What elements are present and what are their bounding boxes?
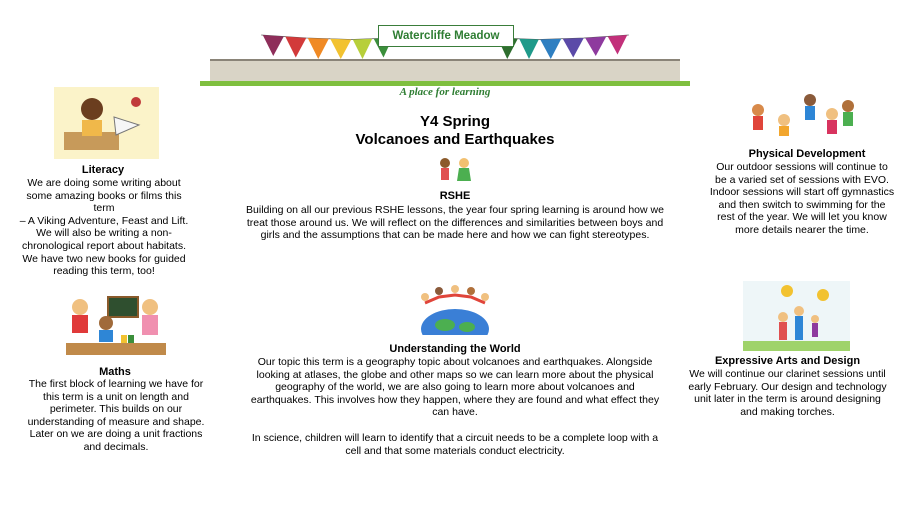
physical-line: rest of the year. We will let you know <box>717 211 887 224</box>
school-building <box>210 59 680 83</box>
literacy-line: some amazing books or films this term <box>26 189 182 215</box>
maths-line: understanding of measure and shape. <box>27 415 205 428</box>
world-line: earthquakes. This involves how they happen, where they are found and what effect they <box>250 393 660 406</box>
literacy-line: We will also be writing a non- <box>36 227 172 240</box>
literacy-line: We have two new books for guided <box>22 252 186 265</box>
maths-line: The first block of learning we have for <box>28 378 204 390</box>
family-drawing-image <box>743 281 850 351</box>
physical-line: and then switch to swimming for the <box>718 198 886 211</box>
literacy-line: We are doing some writing about <box>27 177 181 189</box>
arts-line: unit later in the term is around designing <box>694 393 881 406</box>
arts-body <box>680 368 895 418</box>
maths-heading: Maths <box>99 366 131 378</box>
world-body <box>235 356 675 419</box>
rshe-children-image <box>433 156 477 188</box>
school-banner <box>200 15 690 105</box>
arts-line: early February. Our design and technology <box>688 380 887 393</box>
physical-line: be a varied set of sessions with EVO. <box>715 173 889 186</box>
rshe-line: treat those around us. We will reflect on the differences and similarities between boys and <box>246 216 664 229</box>
literacy-line: reading this term, too! <box>53 265 155 278</box>
physical-body <box>698 161 906 237</box>
physical-heading: Physical Development <box>748 148 866 160</box>
literacy-line: chronological report about habitats. <box>21 239 187 252</box>
rshe-line: Building on all our previous RSHE lessons, the year four spring learning is around how we <box>246 204 664 216</box>
physical-line: more details nearer the time. <box>735 223 869 236</box>
playing-children-image <box>748 92 856 140</box>
title-line-1: Y4 Spring <box>419 113 490 130</box>
rshe-body <box>225 204 685 242</box>
physical-line: Indoor sessions will start off gymnastics <box>709 186 895 199</box>
world-science-body <box>235 432 675 457</box>
school-tagline: A place for learning <box>399 86 491 98</box>
reading-child-image <box>54 87 159 159</box>
page-title <box>330 113 580 149</box>
arts-line: We will continue our clarinet sessions until <box>689 368 886 380</box>
world-line: Our topic this term is a geography topic about volcanoes and earthquakes. Alongside <box>257 356 653 368</box>
rshe-heading: RSHE <box>439 190 471 202</box>
world-heading: Understanding the World <box>389 343 521 355</box>
world-line: looking at atlases, the globe and other maps so we can learn more about the physical <box>256 368 654 381</box>
physical-line: Our outdoor sessions will continue to <box>716 161 888 173</box>
arts-line: and making torches. <box>740 405 835 418</box>
rshe-line: girls and the assumptions that can be made here and how we can fight stereotypes. <box>260 229 650 242</box>
literacy-heading: Literacy <box>81 164 125 176</box>
title-line-2: Volcanoes and Earthquakes <box>355 131 555 148</box>
literacy-line: – A Viking Adventure, Feast and Lift. <box>19 214 189 227</box>
maths-line: Later on we are doing a unit fractions <box>29 428 203 441</box>
maths-line: this term is a unit on length and <box>43 390 189 403</box>
world-line: In science, children will learn to identify that a circuit needs to be a complete loop with a <box>251 432 659 444</box>
globe-children-image <box>415 285 495 335</box>
literacy-body <box>18 177 190 278</box>
school-name: Watercliffe Meadow <box>378 25 514 47</box>
world-line: geography of the world, we are also going to learn more about volcanoes and <box>275 381 635 394</box>
maths-line: and decimals. <box>83 440 149 453</box>
maths-children-image <box>66 293 166 358</box>
maths-line: perimeter. This builds on our <box>49 403 183 416</box>
world-line: cell and that some materials conduct electricity. <box>345 444 565 457</box>
world-line: can have. <box>432 406 478 419</box>
maths-body <box>20 378 212 454</box>
arts-heading: Expressive Arts and Design <box>714 355 861 367</box>
